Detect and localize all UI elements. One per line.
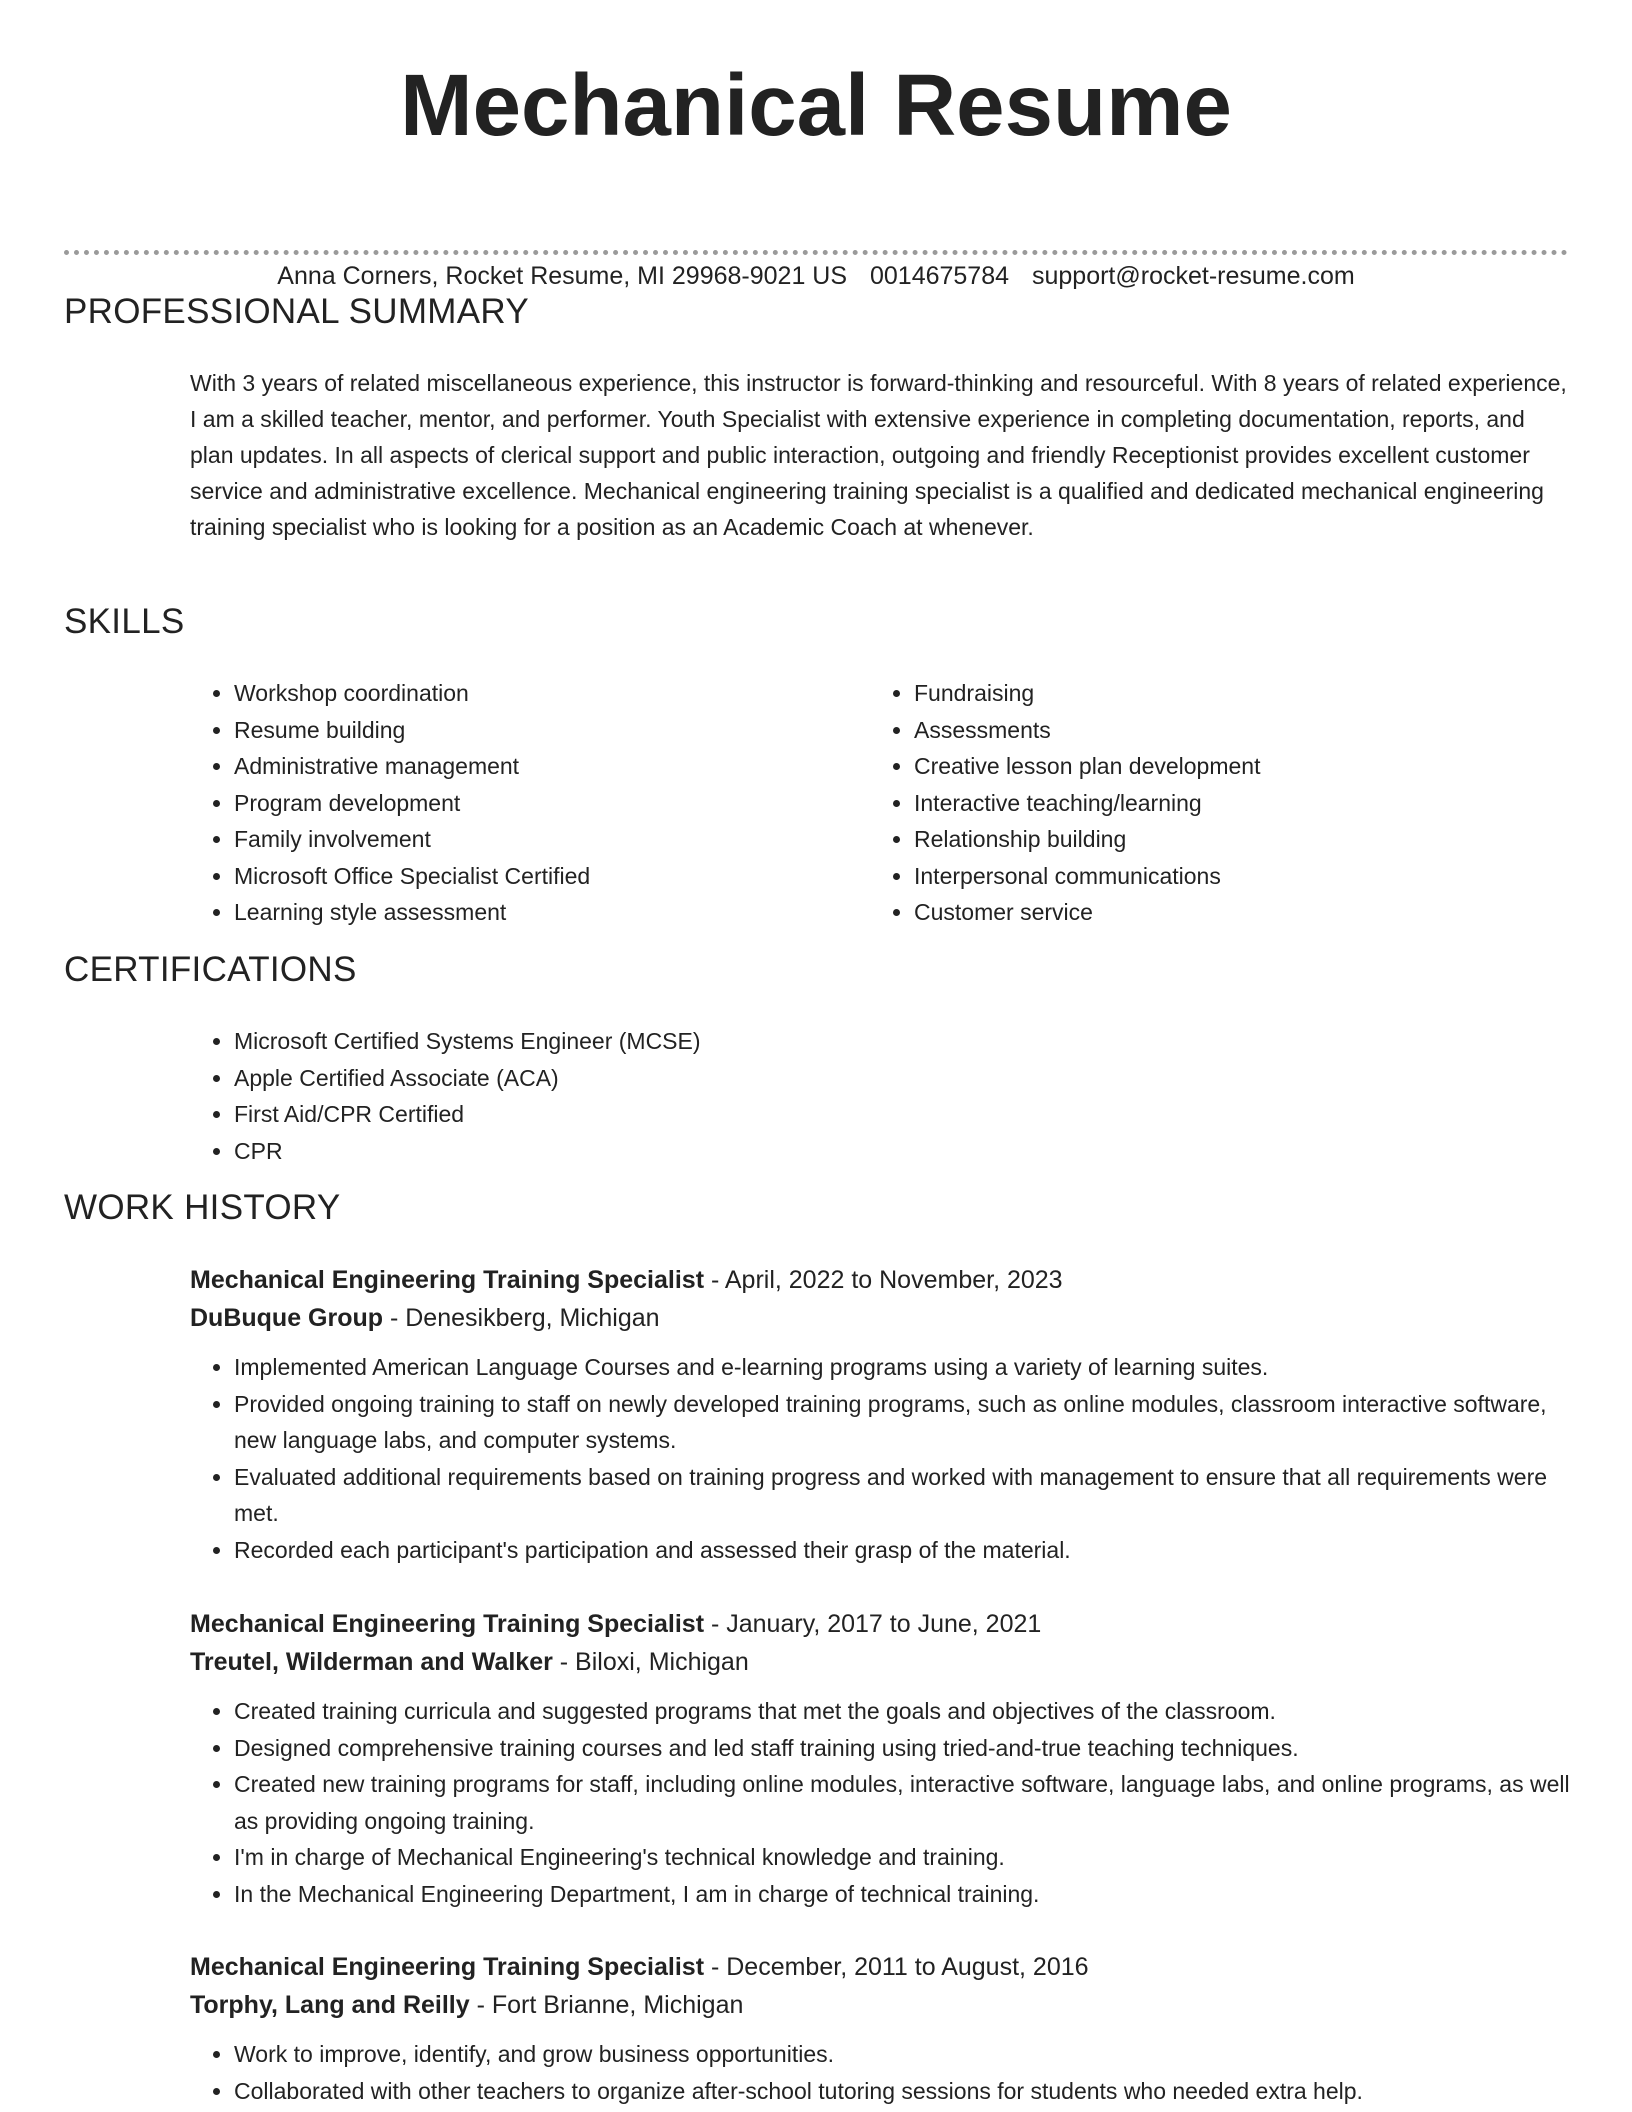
certifications-heading: CERTIFICATIONS (64, 950, 357, 989)
job-dates: - January, 2017 to June, 2021 (704, 1610, 1042, 1638)
job-title: Mechanical Engineering Training Specialist (190, 1610, 705, 1638)
job-title-line (190, 1261, 1570, 1299)
job-location: - Fort Brianne, Michigan (469, 1991, 744, 2019)
skill-item: • Administrative management (234, 748, 830, 785)
contact-address: Anna Corners, Rocket Resume, MI 29968-9021 US (277, 262, 848, 290)
certification-item: • CPR (234, 1133, 1190, 1170)
job-location: - Denesikberg, Michigan (383, 1304, 660, 1332)
job-bullet: • Work to improve, identify, and grow business opportunities. (234, 2036, 1570, 2073)
job-company: Treutel, Wilderman and Walker (190, 1648, 553, 1676)
skill-item: • Interpersonal communications (914, 858, 1510, 895)
skill-item: • Creative lesson plan development (914, 748, 1510, 785)
work-history-heading: WORK HISTORY (64, 1188, 341, 1227)
job-company-line (190, 1643, 1570, 1681)
job-bullet: • Created training curricula and suggested programs that met the goals and objectives of the classroom. (234, 1693, 1570, 1730)
skill-item: • Program development (234, 785, 830, 822)
skill-item: • Resume building (234, 712, 830, 749)
job-bullet: • Collaborated with other teachers to organize after-school tutoring sessions for students who needed extra help. (234, 2073, 1570, 2110)
contact-email: support@rocket-resume.com (1031, 262, 1355, 290)
skill-item: • Microsoft Office Specialist Certified (234, 858, 830, 895)
job-bullet: • In the Mechanical Engineering Department, I am in charge of technical training. (234, 1876, 1570, 1913)
contact-phone: 0014675784 (869, 262, 1010, 290)
skills-left-column (190, 675, 830, 931)
job-title: Mechanical Engineering Training Specialist (190, 1953, 705, 1981)
certifications-list (190, 1023, 1190, 1169)
job-entry (190, 1605, 1570, 1912)
job-company-line (190, 1986, 1570, 2024)
job-bullet: • Recorded each participant's participation and assessed their grasp of the material. (234, 1532, 1570, 1569)
summary-heading: PROFESSIONAL SUMMARY (64, 292, 529, 331)
job-bullet: • I'm in charge of Mechanical Engineering's technical knowledge and training. (234, 1839, 1570, 1876)
resume-title: Mechanical Resume (400, 57, 1232, 154)
job-entry (190, 1948, 1570, 2109)
skill-item: • Family involvement (234, 821, 830, 858)
job-entry (190, 1261, 1570, 1568)
skill-item: • Workshop coordination (234, 675, 830, 712)
job-location: - Biloxi, Michigan (552, 1648, 749, 1676)
job-title-line (190, 1605, 1570, 1643)
job-bullet: • Evaluated additional requirements based on training progress and worked with management to ensure that all requirements were met. (234, 1459, 1570, 1532)
job-bullet: • Created new training programs for staff, including online modules, interactive software, language labs, and online programs, as well as providing ongoing training. (234, 1766, 1570, 1839)
skill-item: • Learning style assessment (234, 894, 830, 931)
job-bullet: • Implemented American Language Courses and e-learning programs using a variety of learning suites. (234, 1349, 1570, 1386)
summary-text: With 3 years of related miscellaneous experience, this instructor is forward-thinking and resourceful. With 8 years of related experience, I am a skilled teacher, mentor, and performer. Youth Specialist with extensive experience in completing documentation, reports, and plan updates. In all aspects of clerical support and public interaction, outgoing and friendly Receptionist provides excellent customer service and administrative excellence. Mechanical engineering training specialist is a qualified and dedicated mechanical engineering training specialist who is looking for a position as an Academic Coach at whenever. (190, 370, 1567, 540)
job-title-line (190, 1948, 1570, 1986)
job-company-line (190, 1299, 1570, 1337)
skills-right-column (870, 675, 1510, 931)
skill-item: • Relationship building (914, 821, 1510, 858)
certification-item: • First Aid/CPR Certified (234, 1096, 1190, 1133)
job-company: DuBuque Group (190, 1304, 384, 1332)
job-bullet: • Provided ongoing training to staff on newly developed training programs, such as online modules, classroom interactive software, new language labs, and computer systems. (234, 1386, 1570, 1459)
skill-item: • Customer service (914, 894, 1510, 931)
certification-item: • Apple Certified Associate (ACA) (234, 1060, 1190, 1097)
skills-heading: SKILLS (64, 602, 185, 641)
job-company: Torphy, Lang and Reilly (190, 1991, 470, 2019)
certification-item: • Microsoft Certified Systems Engineer (MCSE) (234, 1023, 1190, 1060)
skill-item: • Assessments (914, 712, 1510, 749)
job-dates: - December, 2011 to August, 2016 (704, 1953, 1089, 1981)
job-bullet: • Designed comprehensive training courses and led staff training using tried-and-true teaching techniques. (234, 1730, 1570, 1767)
job-title: Mechanical Engineering Training Specialist (190, 1266, 705, 1294)
job-dates: - April, 2022 to November, 2023 (704, 1266, 1063, 1294)
contact-line (0, 261, 1632, 291)
skill-item: • Fundraising (914, 675, 1510, 712)
skill-item: • Interactive teaching/learning (914, 785, 1510, 822)
header-divider (64, 250, 1568, 255)
